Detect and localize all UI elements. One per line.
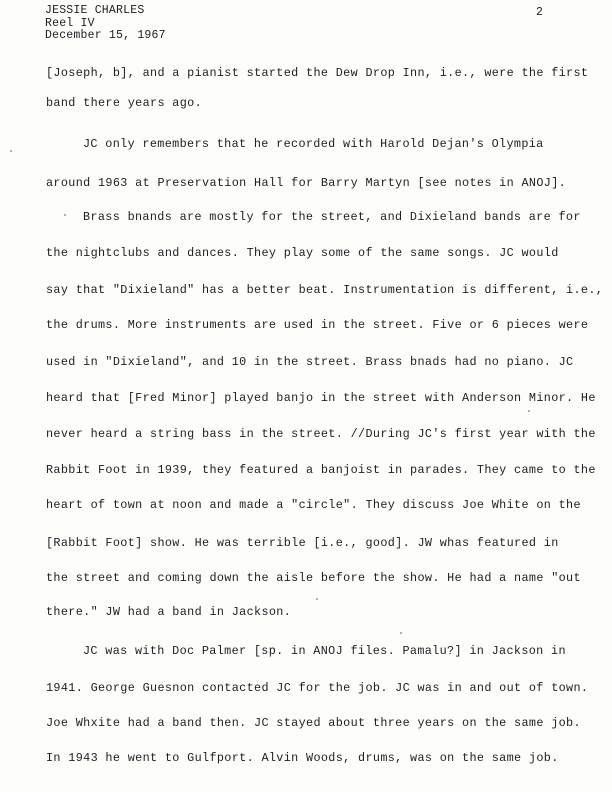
scan-speck bbox=[400, 632, 402, 634]
interview-date: December 15, 1967 bbox=[45, 29, 166, 42]
body-line: In 1943 he went to Gulfport. Alvin Woods, drums, was on the same job. bbox=[46, 751, 559, 765]
scan-speck bbox=[316, 598, 318, 600]
body-line: JC only remembers that he recorded with Harold Dejan's Olympia bbox=[83, 137, 544, 151]
page-number: 2 bbox=[536, 6, 543, 19]
body-line: Joe Whxite had a band then. JC stayed about three years on the same job. bbox=[46, 716, 581, 730]
document-header bbox=[45, 5, 166, 43]
scan-speck bbox=[528, 410, 530, 412]
scan-speck bbox=[10, 150, 12, 152]
body-line: [Rabbit Foot] show. He was terrible [i.e., good]. JW whas featured in bbox=[46, 536, 559, 550]
body-line: say that "Dixieland" has a better beat. Instrumentation is different, i.e., bbox=[46, 283, 604, 297]
body-line: used in "Dixieland", and 10 in the street. Brass bnads had no piano. JC bbox=[46, 355, 574, 369]
body-line: the street and coming down the aisle before the show. He had a name "out bbox=[46, 571, 581, 585]
reel-label: Reel IV bbox=[45, 16, 95, 30]
body-line: band there years ago. bbox=[46, 96, 203, 110]
body-line: the drums. More instruments are used in the street. Five or 6 pieces were bbox=[46, 318, 589, 332]
body-line: Rabbit Foot in 1939, they featured a banjoist in parades. They came to the bbox=[46, 463, 596, 477]
body-line: [Joseph, b], and a pianist started the Dew Drop Inn, i.e., were the first bbox=[46, 66, 589, 80]
body-line: there." JW had a band in Jackson. bbox=[46, 605, 292, 619]
body-line: around 1963 at Preservation Hall for Barry Martyn [see notes in ANOJ]. bbox=[46, 176, 567, 190]
interviewee-name: JESSIE CHARLES bbox=[45, 4, 145, 17]
body-line: 1941. George Guesnon contacted JC for the job. JC was in and out of town. bbox=[46, 681, 589, 695]
body-line: never heard a string bass in the street. //During JC's first year with the bbox=[46, 427, 596, 441]
body-line: heard that [Fred Minor] played banjo in the street with Anderson Minor. He bbox=[46, 391, 596, 405]
body-line: JC was with Doc Palmer [sp. in ANOJ files. Pamalu?] in Jackson in bbox=[83, 644, 566, 658]
body-line: heart of town at noon and made a "circle". They discuss Joe White on the bbox=[46, 498, 581, 512]
body-line: the nightclubs and dances. They play some of the same songs. JC would bbox=[46, 246, 559, 260]
scan-speck bbox=[64, 214, 66, 216]
body-line: Brass bnands are mostly for the street, and Dixieland bands are for bbox=[83, 210, 581, 224]
